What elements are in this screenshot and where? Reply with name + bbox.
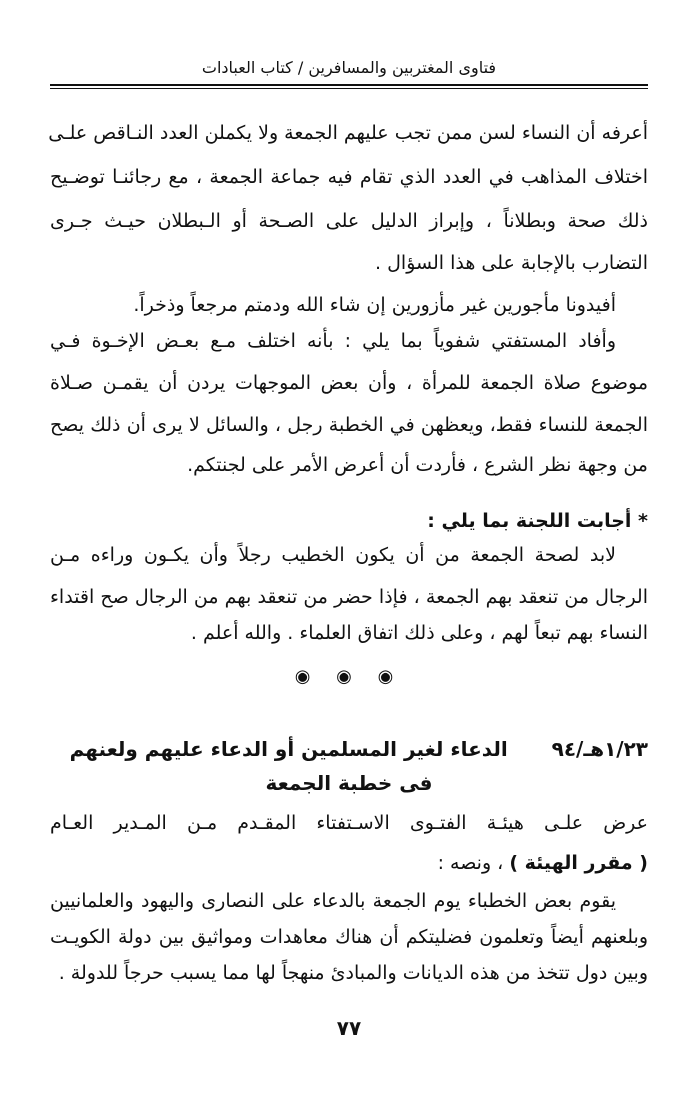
question-line: وبلعنهم أيضاً وتعلمون فضليتكم أن هناك معاهدات ومواثيق بين دولة الكويـت (50, 926, 648, 948)
body-line: أعرفه أن النساء لسن ممن تجب عليهم الجمعة ولا يكملن العدد النـاقص علـى (48, 122, 648, 144)
fatwa-title: الدعاء لغير المسلمين أو الدعاء عليهم ولعنهم (69, 737, 508, 761)
fatwa-heading (50, 734, 648, 764)
body-line: التضارب بالإجابة على هذا السؤال . (375, 252, 648, 274)
submission-line (50, 848, 648, 878)
section-ornament: ◉ ◉ ◉ (294, 666, 404, 687)
body-line: الجمعة للنساء فقط، ويعظهن في الخطبة رجل ، والسائل لا يرى أن ذلك يصح (50, 414, 648, 436)
answer-line: الرجال من تنعقد بهم الجمعة ، فإذا حضر من تنعقد بهم من الرجال صح اقتداء (50, 586, 648, 608)
submission-line: عرض علـى هيئـة الفتـوى الاسـتفتاء المقـدم مـن المـدير العـام (50, 812, 648, 834)
running-header: فتاوى المغتربين والمسافرين / كتاب العبادات (201, 58, 497, 77)
header-rule (50, 84, 648, 89)
question-line: يقوم بعض الخطباء يوم الجمعة بالدعاء على النصارى واليهود والعلمانيين (50, 890, 616, 912)
question-line: وبين دول تتخذ من هذه الديانات والمبادئ منهجاً لها مما يسبب حرجاً للدولة . (58, 962, 648, 984)
body-line: أفيدونا مأجورين غير مأزورين إن شاء الله ودمتم مرجعاً وذخراً. (133, 294, 616, 316)
answer-heading: * أجابت اللجنة بما يلي : (427, 510, 648, 532)
page-number: ٧٧ (336, 1016, 362, 1040)
body-line: موضوع صلاة الجمعة للمرأة ، وأن بعض الموجهات يردن أن يقمـن صـلاة (50, 372, 648, 394)
answer-line: النساء بهم تبعاً لهم ، وعلى ذلك اتفاق العلماء . والله أعلم . (190, 622, 648, 644)
body-line: ذلك صحة وبطلاناً ، وإبراز الدليل على الصـحة أو الـبطلان حيـث جـرى (50, 210, 648, 232)
body-line: وأفاد المستفتي شفوياً بما يلي : بأنه اختلف مـع بعـض الإخـوة فـي (50, 330, 616, 352)
fatwa-number: ١/٢٣هـ/٩٤ (551, 737, 648, 761)
answer-line: لابد لصحة الجمعة من أن يكون الخطيب رجلاً وأن يكـون وراءه مـن (50, 544, 616, 566)
submission-text: ، ونصه : (437, 852, 510, 874)
fatwa-title-line2: فى خطبة الجمعة (265, 771, 433, 795)
body-line: من وجهة نظر الشرع ، فأردت أن أعرض الأمر على لجنتكم. (187, 454, 648, 476)
body-line: اختلاف المذاهب في العدد الذي تقام فيه جماعة الجمعة ، مع رجائنـا توضـيح (50, 166, 648, 188)
committee-rapporteur: ( مقرر الهيئة ) (509, 852, 648, 874)
